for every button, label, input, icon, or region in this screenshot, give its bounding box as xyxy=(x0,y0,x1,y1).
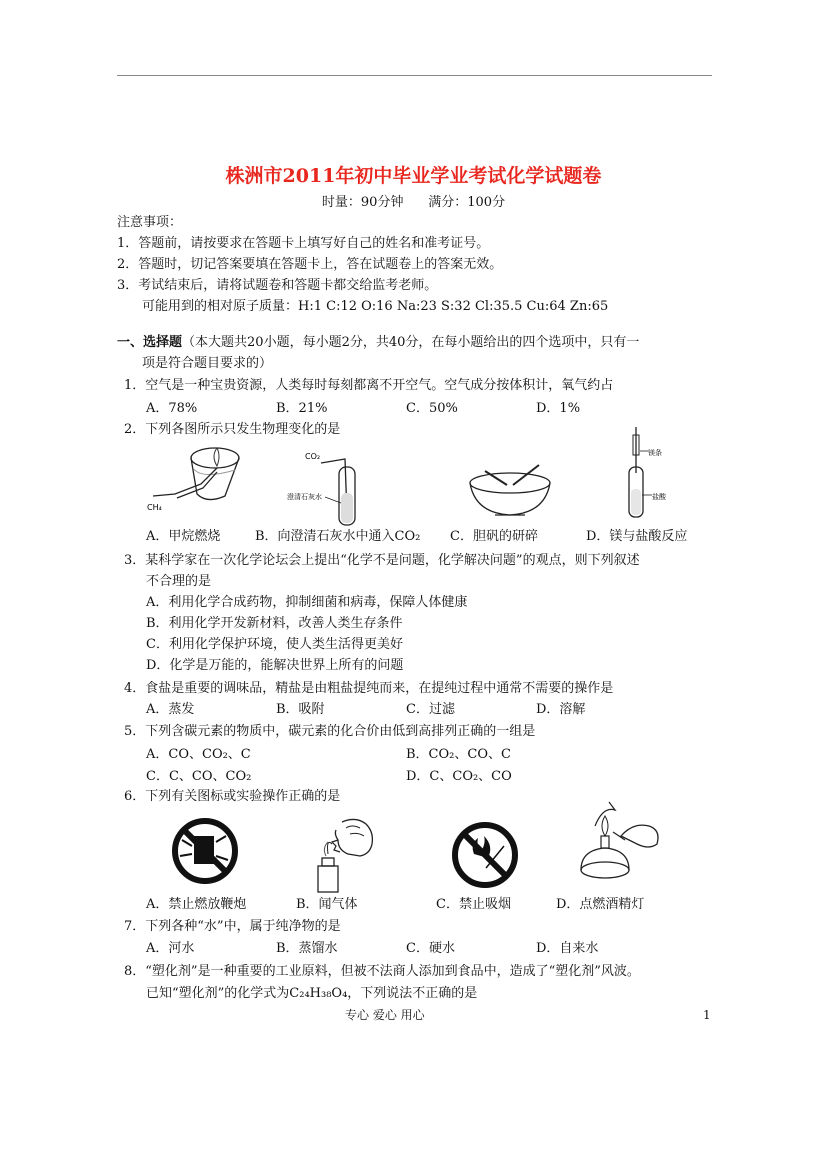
atomic-masses: 可能用到的相对原子质量：H:1 C:12 O:16 Na:23 S:32 Cl:35.5 Cu:64 Zn:65 xyxy=(142,299,609,314)
q2-option-c: C．胆矾的研碎 xyxy=(450,529,538,544)
section-header xyxy=(117,334,639,352)
exam-time: 时量：90分钟 xyxy=(321,195,404,210)
q1-option-a: A．78% xyxy=(146,401,198,416)
question-5-stem: 5．下列含碳元素的物质中，碳元素的化合价由低到高排列正确的一组是 xyxy=(124,724,536,739)
note-item: 2．答题时，切记答案要填在答题卡上，答在试题卷上的答案无效。 xyxy=(117,257,503,272)
smelling-gas-figure xyxy=(308,814,378,894)
q2-option-a: A．甲烷燃烧 xyxy=(146,529,221,544)
footer-motto: 专心 爱心 用心 xyxy=(345,1008,425,1022)
mg-label: 镁条 xyxy=(648,449,662,457)
no-smoking-sign xyxy=(450,820,520,890)
q1-option-c: C．50% xyxy=(406,401,458,416)
limewater-label: 澄清石灰水 xyxy=(287,493,322,501)
exam-score: 满分：100分 xyxy=(428,195,506,210)
q5-option-b: B．CO₂、CO、C xyxy=(406,747,511,762)
question-3-stem-cont: 不合理的是 xyxy=(146,574,212,589)
q5-option-c: C．C、CO、CO₂ xyxy=(146,769,252,784)
q2-option-b: B．向澄清石灰水中通入CO₂ xyxy=(255,529,421,544)
page-title: 株洲市2011年初中毕业学业考试化学试题卷 xyxy=(225,165,602,187)
q4-option-a: A．蒸发 xyxy=(146,702,195,717)
question-8-stem: 8．“塑化剂”是一种重要的工业原料，但被不法商人添加到食品中，造成了“塑化剂”风波。 xyxy=(124,964,640,979)
question-7-stem: 7．下列各种“水”中，属于纯净物的是 xyxy=(124,919,341,934)
q3-option-a: A．利用化学合成药物，抑制细菌和病毒，保障人体健康 xyxy=(146,595,468,610)
q3-option-d: D．化学是万能的，能解决世界上所有的问题 xyxy=(146,658,404,673)
page-number: 1 xyxy=(703,1008,711,1022)
q2-option-d: D．镁与盐酸反应 xyxy=(586,529,688,544)
q6-option-d: D．点燃酒精灯 xyxy=(556,897,645,912)
co2-limewater-figure xyxy=(287,445,377,530)
note-item: 3．考试结束后，请将试题卷和答题卡都交给监考老师。 xyxy=(117,278,438,293)
q6-option-b: B．闻气体 xyxy=(296,897,358,912)
section-name: 选择题 xyxy=(143,335,183,350)
q1-option-d: D．1% xyxy=(536,401,581,416)
q3-option-c: C．利用化学保护环境，使人类生活得更美好 xyxy=(146,637,403,652)
exam-info xyxy=(0,191,827,210)
section-desc-cont: 项是符合题目要求的） xyxy=(142,356,273,371)
q7-option-c: C．硬水 xyxy=(406,941,455,956)
q4-option-b: B．吸附 xyxy=(276,702,325,717)
q4-option-c: C．过滤 xyxy=(406,702,455,717)
mortar-figure xyxy=(465,455,555,525)
hcl-label: 盐酸 xyxy=(652,493,666,501)
question-3-stem: 3．某科学家在一次化学论坛会上提出“化学不是问题，化学解决问题”的观点，则下列叙述 xyxy=(124,553,640,568)
question-6-stem: 6．下列有关图标或实验操作正确的是 xyxy=(124,789,341,804)
note-item: 1．答题前，请按要求在答题卡上填写好自己的姓名和准考证号。 xyxy=(117,236,490,251)
magnesium-acid-figure xyxy=(612,427,692,522)
q7-option-a: A．河水 xyxy=(146,941,195,956)
no-firecrackers-sign xyxy=(170,816,240,886)
alcohol-lamp-figure xyxy=(575,800,665,885)
q5-option-d: D．C、CO₂、CO xyxy=(406,769,512,784)
q5-option-a: A．CO、CO₂、C xyxy=(146,747,251,762)
section-desc: （本大题共20小题，每小题2分，共40分，在每小题给出的四个选项中，只有一 xyxy=(182,335,640,350)
question-1-stem: 1．空气是一种宝贵资源，人类每时每刻都离不开空气。空气成分按体积计，氧气约占 xyxy=(124,378,614,393)
section-label: 一、 xyxy=(117,335,144,350)
q6-option-a: A．禁止燃放鞭炮 xyxy=(146,897,247,912)
question-8-stem-cont: 已知“塑化剂”的化学式为C₂₄H₃₈O₄，下列说法不正确的是 xyxy=(146,986,478,1001)
ch4-label: CH₄ xyxy=(147,503,162,512)
q7-option-d: D．自来水 xyxy=(536,941,599,956)
methane-burning-figure xyxy=(145,438,245,518)
co2-label: CO₂ xyxy=(305,452,321,461)
q7-option-b: B．蒸馏水 xyxy=(276,941,338,956)
question-4-stem: 4．食盐是重要的调味品，精盐是由粗盐提纯而来，在提纯过程中通常不需要的操作是 xyxy=(124,681,614,696)
q1-option-b: B．21% xyxy=(276,401,328,416)
q4-option-d: D．溶解 xyxy=(536,702,586,717)
question-2-stem: 2．下列各图所示只发生物理变化的是 xyxy=(124,422,341,437)
header-rule xyxy=(117,75,712,76)
q6-option-c: C．禁止吸烟 xyxy=(436,897,511,912)
q3-option-b: B．利用化学开发新材料，改善人类生存条件 xyxy=(146,616,403,631)
notes-heading: 注意事项： xyxy=(117,215,183,230)
